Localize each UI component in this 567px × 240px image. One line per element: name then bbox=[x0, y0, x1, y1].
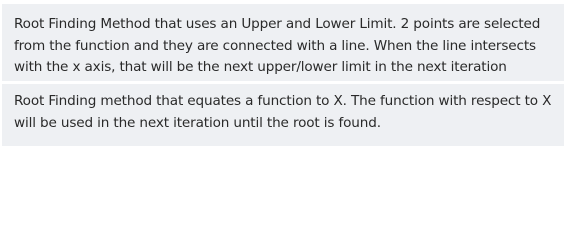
option-card-1[interactable] bbox=[2, 4, 564, 81]
option-card-2[interactable] bbox=[2, 84, 564, 146]
option-text-2: Root Finding method that equates a function to X. The function with respect to X will be used in the next iteration until the root is found. bbox=[14, 93, 552, 131]
option-text-1: Root Finding Method that uses an Upper and Lower Limit. 2 points are selected from the function and they are connected with a line. When the line intersects with the x axis, that will be the next upper/lower limit in the next iteration bbox=[14, 16, 541, 75]
